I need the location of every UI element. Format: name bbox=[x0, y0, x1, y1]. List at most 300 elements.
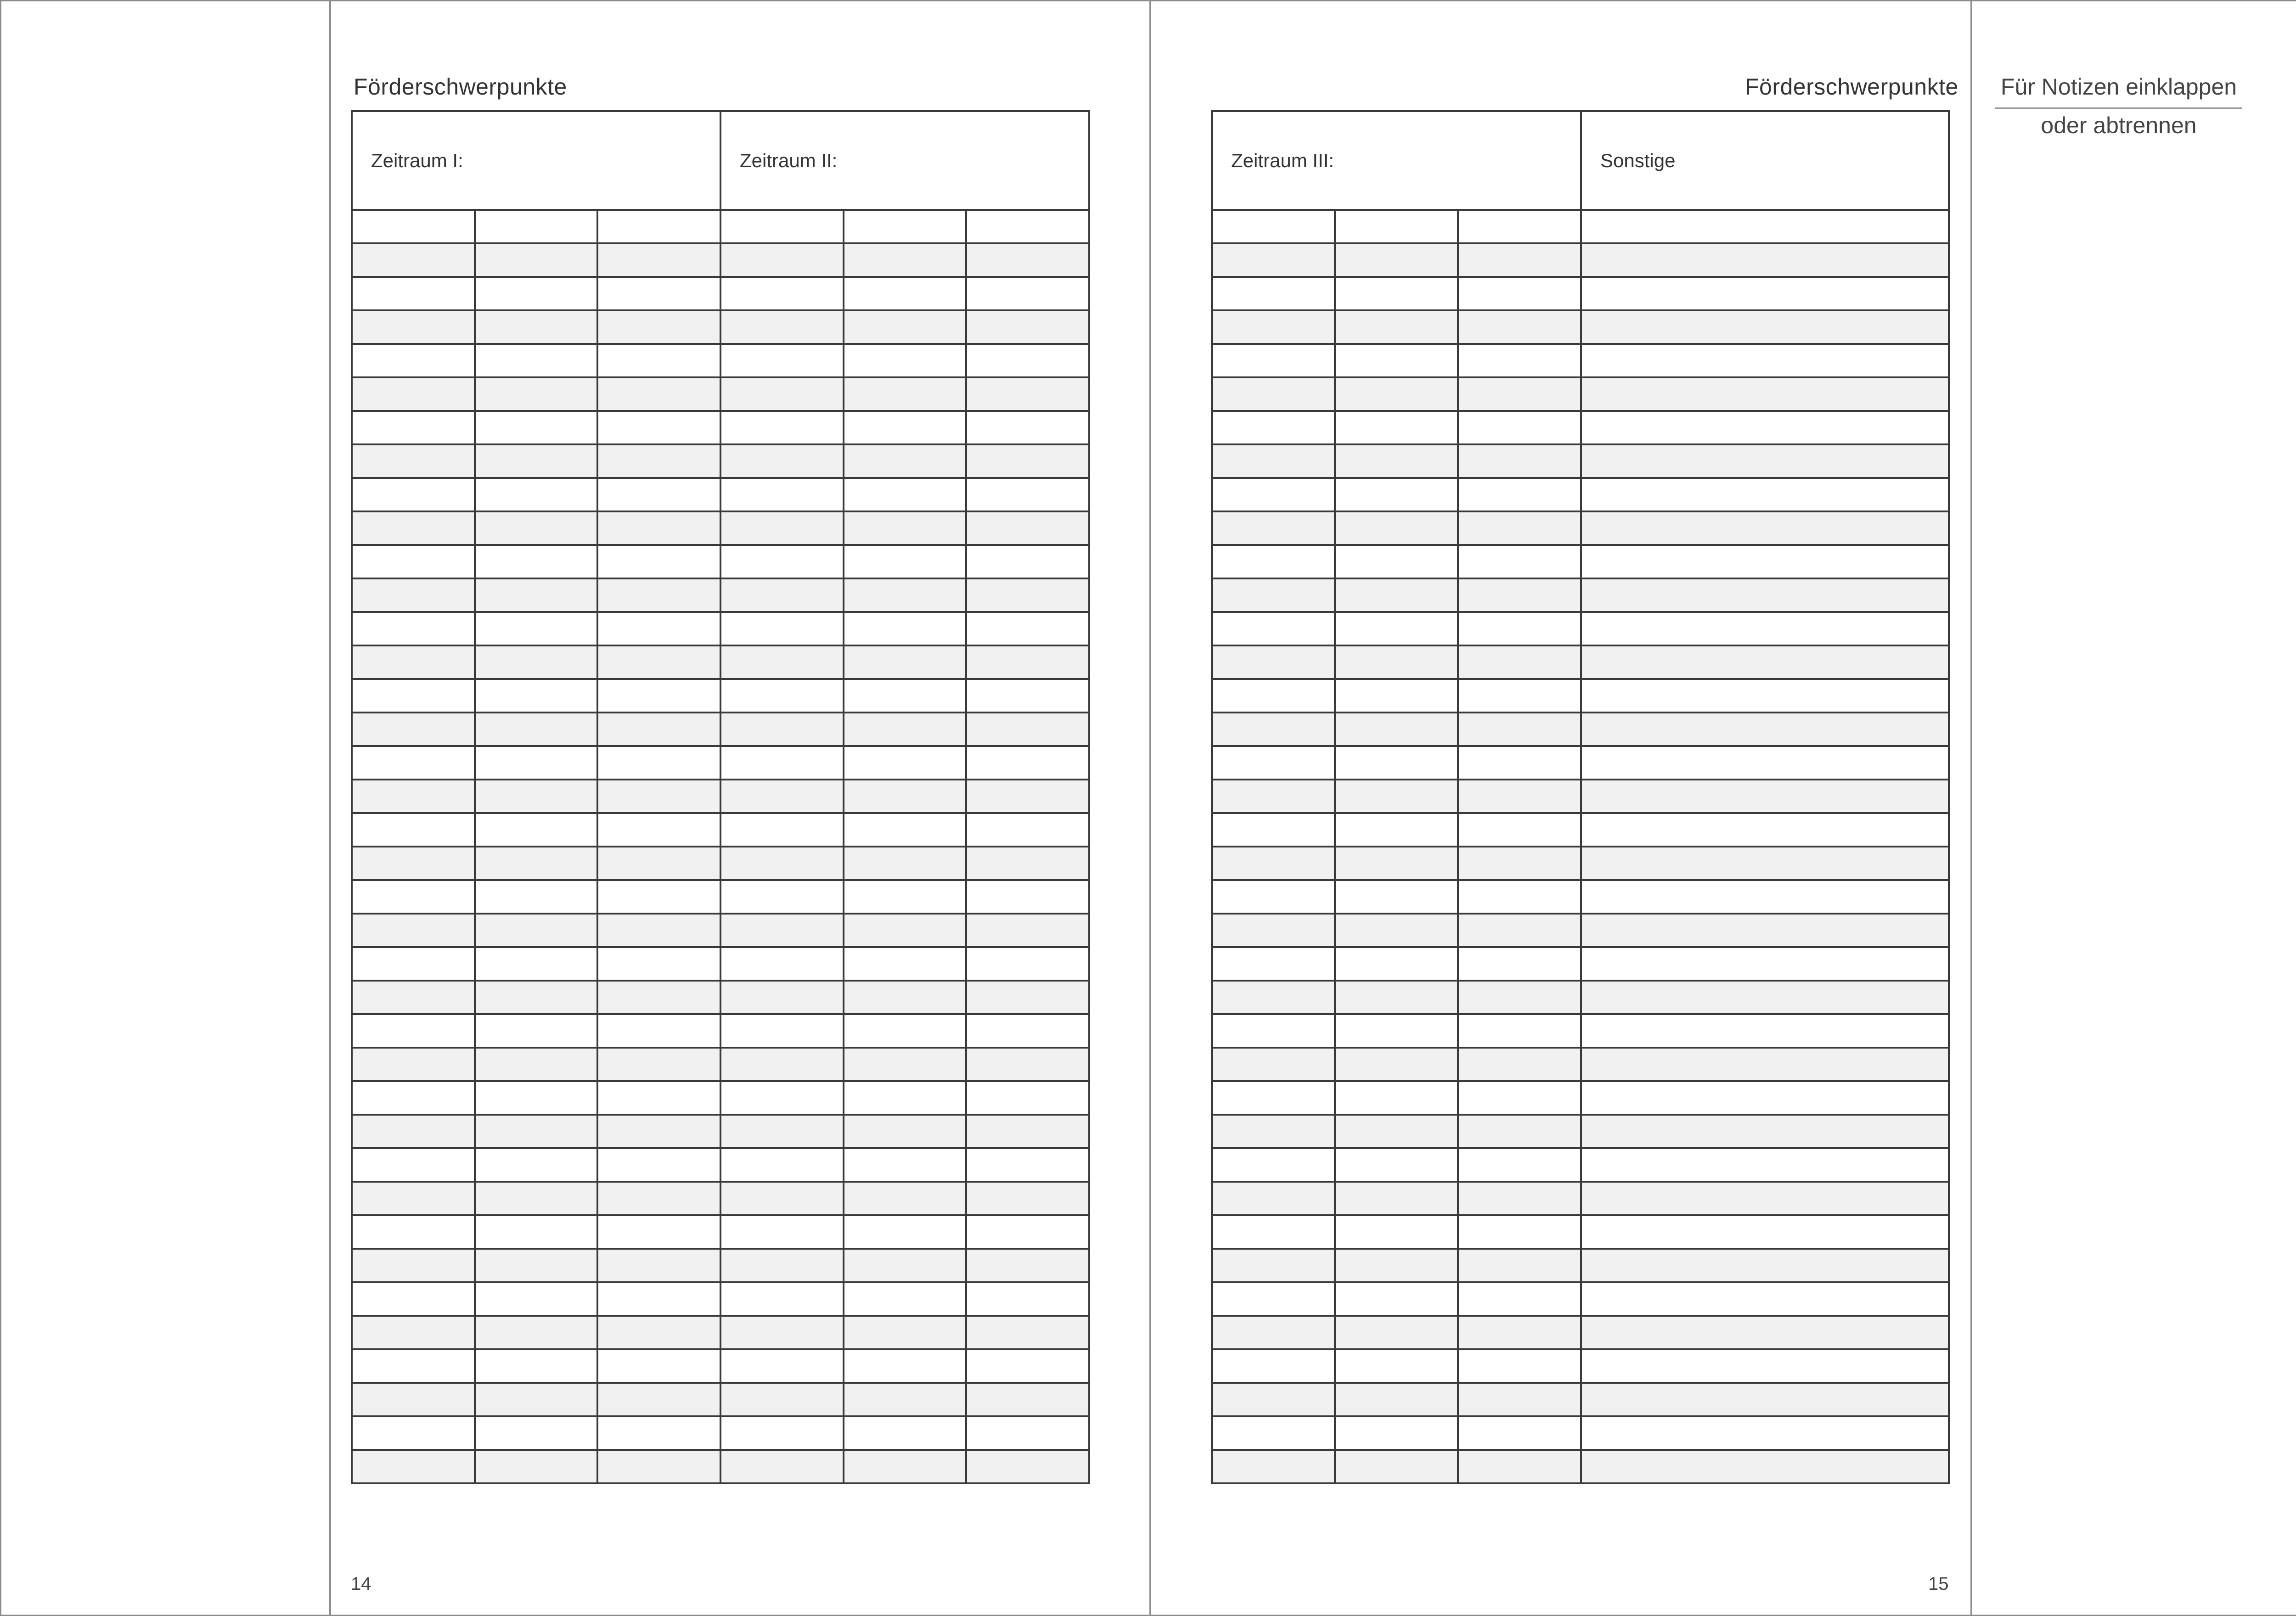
table-cell[interactable] bbox=[597, 1416, 720, 1450]
table-cell[interactable] bbox=[1458, 545, 1581, 578]
table-cell[interactable] bbox=[1581, 1282, 1949, 1316]
table-cell[interactable] bbox=[720, 578, 844, 612]
table-cell[interactable] bbox=[352, 1014, 475, 1048]
table-cell[interactable] bbox=[720, 411, 844, 444]
table-cell[interactable] bbox=[1581, 713, 1949, 746]
table-cell[interactable] bbox=[1581, 981, 1949, 1014]
table-cell[interactable] bbox=[1458, 713, 1581, 746]
table-cell[interactable] bbox=[475, 1014, 598, 1048]
table-cell[interactable] bbox=[352, 478, 475, 511]
table-cell[interactable] bbox=[720, 847, 844, 880]
table-cell[interactable] bbox=[597, 880, 720, 914]
table-cell[interactable] bbox=[1212, 444, 1335, 478]
table-cell[interactable] bbox=[1335, 511, 1458, 545]
table-cell[interactable] bbox=[475, 1383, 598, 1416]
table-cell[interactable] bbox=[597, 1215, 720, 1249]
table-cell[interactable] bbox=[1335, 411, 1458, 444]
table-cell[interactable] bbox=[1212, 578, 1335, 612]
table-cell[interactable] bbox=[1335, 746, 1458, 780]
table-cell[interactable] bbox=[966, 679, 1089, 713]
table-cell[interactable] bbox=[966, 645, 1089, 679]
table-cell[interactable] bbox=[352, 1081, 475, 1115]
table-cell[interactable] bbox=[1581, 1416, 1949, 1450]
table-cell[interactable] bbox=[1581, 578, 1949, 612]
table-cell[interactable] bbox=[844, 1282, 967, 1316]
table-cell[interactable] bbox=[1335, 210, 1458, 243]
table-cell[interactable] bbox=[1212, 1249, 1335, 1282]
table-cell[interactable] bbox=[1581, 847, 1949, 880]
table-cell[interactable] bbox=[1581, 1081, 1949, 1115]
table-cell[interactable] bbox=[1212, 1048, 1335, 1081]
table-cell[interactable] bbox=[966, 813, 1089, 847]
table-cell[interactable] bbox=[720, 1316, 844, 1349]
table-cell[interactable] bbox=[966, 578, 1089, 612]
table-cell[interactable] bbox=[720, 813, 844, 847]
table-cell[interactable] bbox=[475, 780, 598, 813]
table-cell[interactable] bbox=[1458, 1416, 1581, 1450]
table-cell[interactable] bbox=[597, 612, 720, 645]
table-cell[interactable] bbox=[597, 780, 720, 813]
table-cell[interactable] bbox=[352, 645, 475, 679]
table-cell[interactable] bbox=[597, 578, 720, 612]
table-cell[interactable] bbox=[475, 645, 598, 679]
table-cell[interactable] bbox=[1458, 411, 1581, 444]
table-cell[interactable] bbox=[966, 344, 1089, 377]
table-cell[interactable] bbox=[597, 1282, 720, 1316]
table-cell[interactable] bbox=[352, 780, 475, 813]
table-cell[interactable] bbox=[720, 444, 844, 478]
table-cell[interactable] bbox=[597, 1148, 720, 1182]
table-cell[interactable] bbox=[720, 277, 844, 310]
table-cell[interactable] bbox=[1335, 1316, 1458, 1349]
table-cell[interactable] bbox=[352, 1282, 475, 1316]
table-cell[interactable] bbox=[597, 645, 720, 679]
table-cell[interactable] bbox=[352, 444, 475, 478]
table-cell[interactable] bbox=[844, 813, 967, 847]
table-cell[interactable] bbox=[352, 1450, 475, 1483]
table-cell[interactable] bbox=[1581, 645, 1949, 679]
table-cell[interactable] bbox=[966, 1115, 1089, 1148]
table-cell[interactable] bbox=[1581, 1249, 1949, 1282]
table-cell[interactable] bbox=[1581, 914, 1949, 947]
table-cell[interactable] bbox=[1212, 1349, 1335, 1383]
table-cell[interactable] bbox=[844, 679, 967, 713]
table-cell[interactable] bbox=[475, 545, 598, 578]
table-cell[interactable] bbox=[597, 478, 720, 511]
table-cell[interactable] bbox=[352, 210, 475, 243]
table-cell[interactable] bbox=[1212, 880, 1335, 914]
table-cell[interactable] bbox=[1581, 947, 1949, 981]
table-cell[interactable] bbox=[844, 947, 967, 981]
table-cell[interactable] bbox=[597, 1450, 720, 1483]
table-cell[interactable] bbox=[966, 947, 1089, 981]
table-cell[interactable] bbox=[720, 545, 844, 578]
table-cell[interactable] bbox=[720, 1182, 844, 1215]
table-cell[interactable] bbox=[1581, 1115, 1949, 1148]
table-cell[interactable] bbox=[1335, 1282, 1458, 1316]
table-cell[interactable] bbox=[1212, 1316, 1335, 1349]
table-cell[interactable] bbox=[352, 578, 475, 612]
table-cell[interactable] bbox=[1458, 1081, 1581, 1115]
table-cell[interactable] bbox=[844, 1215, 967, 1249]
table-cell[interactable] bbox=[844, 847, 967, 880]
table-cell[interactable] bbox=[1581, 813, 1949, 847]
table-cell[interactable] bbox=[966, 981, 1089, 1014]
table-cell[interactable] bbox=[720, 679, 844, 713]
table-cell[interactable] bbox=[1335, 947, 1458, 981]
table-cell[interactable] bbox=[597, 1249, 720, 1282]
table-cell[interactable] bbox=[1212, 1148, 1335, 1182]
table-cell[interactable] bbox=[352, 1316, 475, 1349]
table-cell[interactable] bbox=[1581, 310, 1949, 344]
table-cell[interactable] bbox=[1335, 344, 1458, 377]
table-cell[interactable] bbox=[475, 1215, 598, 1249]
table-cell[interactable] bbox=[1212, 1215, 1335, 1249]
table-cell[interactable] bbox=[1335, 612, 1458, 645]
table-cell[interactable] bbox=[844, 1148, 967, 1182]
table-cell[interactable] bbox=[720, 981, 844, 1014]
table-cell[interactable] bbox=[720, 478, 844, 511]
table-cell[interactable] bbox=[844, 277, 967, 310]
table-cell[interactable] bbox=[1458, 210, 1581, 243]
table-cell[interactable] bbox=[1458, 1316, 1581, 1349]
table-cell[interactable] bbox=[966, 746, 1089, 780]
table-cell[interactable] bbox=[720, 1282, 844, 1316]
table-cell[interactable] bbox=[1458, 1014, 1581, 1048]
table-cell[interactable] bbox=[1458, 914, 1581, 947]
table-cell[interactable] bbox=[844, 210, 967, 243]
table-cell[interactable] bbox=[720, 511, 844, 545]
table-cell[interactable] bbox=[720, 243, 844, 277]
table-cell[interactable] bbox=[1458, 243, 1581, 277]
table-cell[interactable] bbox=[1458, 612, 1581, 645]
table-cell[interactable] bbox=[966, 310, 1089, 344]
table-cell[interactable] bbox=[1458, 981, 1581, 1014]
table-cell[interactable] bbox=[1581, 344, 1949, 377]
table-cell[interactable] bbox=[966, 612, 1089, 645]
table-cell[interactable] bbox=[352, 746, 475, 780]
table-cell[interactable] bbox=[475, 880, 598, 914]
table-cell[interactable] bbox=[1458, 578, 1581, 612]
table-cell[interactable] bbox=[352, 981, 475, 1014]
table-cell[interactable] bbox=[597, 444, 720, 478]
table-cell[interactable] bbox=[1335, 1182, 1458, 1215]
table-cell[interactable] bbox=[1581, 1048, 1949, 1081]
table-cell[interactable] bbox=[1212, 1115, 1335, 1148]
table-cell[interactable] bbox=[1458, 645, 1581, 679]
table-cell[interactable] bbox=[1581, 1215, 1949, 1249]
table-cell[interactable] bbox=[966, 545, 1089, 578]
table-cell[interactable] bbox=[1212, 1416, 1335, 1450]
table-cell[interactable] bbox=[597, 243, 720, 277]
table-cell[interactable] bbox=[844, 511, 967, 545]
table-cell[interactable] bbox=[352, 1416, 475, 1450]
table-cell[interactable] bbox=[1212, 511, 1335, 545]
table-cell[interactable] bbox=[720, 914, 844, 947]
table-cell[interactable] bbox=[1212, 377, 1335, 411]
table-cell[interactable] bbox=[475, 679, 598, 713]
table-cell[interactable] bbox=[1335, 981, 1458, 1014]
table-cell[interactable] bbox=[1335, 1048, 1458, 1081]
table-cell[interactable] bbox=[966, 411, 1089, 444]
table-cell[interactable] bbox=[1212, 243, 1335, 277]
table-cell[interactable] bbox=[720, 1249, 844, 1282]
table-cell[interactable] bbox=[597, 847, 720, 880]
table-cell[interactable] bbox=[475, 444, 598, 478]
table-cell[interactable] bbox=[844, 1081, 967, 1115]
table-cell[interactable] bbox=[597, 310, 720, 344]
table-cell[interactable] bbox=[844, 746, 967, 780]
table-cell[interactable] bbox=[966, 243, 1089, 277]
table-cell[interactable] bbox=[720, 1215, 844, 1249]
table-cell[interactable] bbox=[844, 1182, 967, 1215]
table-cell[interactable] bbox=[1458, 847, 1581, 880]
left-header-cell-1[interactable] bbox=[352, 111, 720, 210]
table-cell[interactable] bbox=[1335, 545, 1458, 578]
table-cell[interactable] bbox=[597, 1349, 720, 1383]
table-cell[interactable] bbox=[597, 210, 720, 243]
table-cell[interactable] bbox=[1458, 310, 1581, 344]
table-cell[interactable] bbox=[352, 545, 475, 578]
table-cell[interactable] bbox=[597, 1115, 720, 1148]
table-cell[interactable] bbox=[1335, 914, 1458, 947]
table-cell[interactable] bbox=[597, 981, 720, 1014]
table-cell[interactable] bbox=[966, 511, 1089, 545]
table-cell[interactable] bbox=[597, 545, 720, 578]
table-cell[interactable] bbox=[1212, 746, 1335, 780]
table-cell[interactable] bbox=[475, 1316, 598, 1349]
table-cell[interactable] bbox=[844, 344, 967, 377]
table-cell[interactable] bbox=[1212, 1383, 1335, 1416]
table-cell[interactable] bbox=[1212, 1282, 1335, 1316]
table-cell[interactable] bbox=[352, 914, 475, 947]
table-cell[interactable] bbox=[1335, 478, 1458, 511]
table-cell[interactable] bbox=[1458, 780, 1581, 813]
table-cell[interactable] bbox=[1581, 746, 1949, 780]
table-cell[interactable] bbox=[1581, 880, 1949, 914]
table-cell[interactable] bbox=[597, 1316, 720, 1349]
table-cell[interactable] bbox=[844, 880, 967, 914]
table-cell[interactable] bbox=[966, 277, 1089, 310]
table-cell[interactable] bbox=[1212, 947, 1335, 981]
table-cell[interactable] bbox=[352, 612, 475, 645]
left-header-cell-2[interactable] bbox=[720, 111, 1089, 210]
table-cell[interactable] bbox=[597, 1048, 720, 1081]
table-cell[interactable] bbox=[597, 377, 720, 411]
table-cell[interactable] bbox=[597, 1182, 720, 1215]
table-cell[interactable] bbox=[1212, 780, 1335, 813]
table-cell[interactable] bbox=[475, 511, 598, 545]
table-cell[interactable] bbox=[475, 981, 598, 1014]
table-cell[interactable] bbox=[1581, 1450, 1949, 1483]
table-cell[interactable] bbox=[720, 210, 844, 243]
table-cell[interactable] bbox=[1458, 947, 1581, 981]
table-cell[interactable] bbox=[1335, 243, 1458, 277]
table-cell[interactable] bbox=[1335, 1148, 1458, 1182]
table-cell[interactable] bbox=[720, 1148, 844, 1182]
table-cell[interactable] bbox=[1458, 746, 1581, 780]
table-cell[interactable] bbox=[475, 478, 598, 511]
table-cell[interactable] bbox=[1335, 1081, 1458, 1115]
table-cell[interactable] bbox=[720, 1115, 844, 1148]
table-cell[interactable] bbox=[475, 411, 598, 444]
table-cell[interactable] bbox=[1212, 210, 1335, 243]
table-cell[interactable] bbox=[1212, 612, 1335, 645]
table-cell[interactable] bbox=[720, 1349, 844, 1383]
table-cell[interactable] bbox=[475, 210, 598, 243]
table-cell[interactable] bbox=[597, 746, 720, 780]
table-cell[interactable] bbox=[352, 947, 475, 981]
table-cell[interactable] bbox=[966, 1215, 1089, 1249]
table-cell[interactable] bbox=[844, 645, 967, 679]
table-cell[interactable] bbox=[966, 1014, 1089, 1048]
table-cell[interactable] bbox=[1335, 780, 1458, 813]
table-cell[interactable] bbox=[597, 813, 720, 847]
table-cell[interactable] bbox=[475, 1182, 598, 1215]
table-cell[interactable] bbox=[966, 478, 1089, 511]
table-cell[interactable] bbox=[966, 780, 1089, 813]
table-cell[interactable] bbox=[352, 713, 475, 746]
table-cell[interactable] bbox=[1212, 277, 1335, 310]
table-cell[interactable] bbox=[1335, 1450, 1458, 1483]
table-cell[interactable] bbox=[475, 344, 598, 377]
table-cell[interactable] bbox=[1458, 444, 1581, 478]
table-cell[interactable] bbox=[1458, 1349, 1581, 1383]
table-cell[interactable] bbox=[475, 1148, 598, 1182]
table-cell[interactable] bbox=[1335, 1115, 1458, 1148]
table-cell[interactable] bbox=[352, 1383, 475, 1416]
table-cell[interactable] bbox=[1458, 1148, 1581, 1182]
table-cell[interactable] bbox=[966, 1416, 1089, 1450]
table-cell[interactable] bbox=[720, 713, 844, 746]
table-cell[interactable] bbox=[966, 1383, 1089, 1416]
table-cell[interactable] bbox=[475, 277, 598, 310]
table-cell[interactable] bbox=[844, 612, 967, 645]
table-cell[interactable] bbox=[352, 1215, 475, 1249]
table-cell[interactable] bbox=[1212, 645, 1335, 679]
table-cell[interactable] bbox=[1458, 813, 1581, 847]
table-cell[interactable] bbox=[844, 1048, 967, 1081]
table-cell[interactable] bbox=[1335, 1249, 1458, 1282]
table-cell[interactable] bbox=[1458, 1450, 1581, 1483]
table-cell[interactable] bbox=[352, 277, 475, 310]
table-cell[interactable] bbox=[1581, 1014, 1949, 1048]
table-cell[interactable] bbox=[475, 746, 598, 780]
table-cell[interactable] bbox=[720, 880, 844, 914]
table-cell[interactable] bbox=[844, 243, 967, 277]
table-cell[interactable] bbox=[597, 1014, 720, 1048]
table-cell[interactable] bbox=[1212, 478, 1335, 511]
table-cell[interactable] bbox=[844, 1383, 967, 1416]
table-cell[interactable] bbox=[1458, 880, 1581, 914]
table-cell[interactable] bbox=[720, 1450, 844, 1483]
table-cell[interactable] bbox=[844, 981, 967, 1014]
table-cell[interactable] bbox=[352, 1115, 475, 1148]
table-cell[interactable] bbox=[1581, 511, 1949, 545]
table-cell[interactable] bbox=[352, 310, 475, 344]
table-cell[interactable] bbox=[1212, 813, 1335, 847]
right-header-cell-1[interactable] bbox=[1212, 111, 1581, 210]
table-cell[interactable] bbox=[1581, 1349, 1949, 1383]
table-cell[interactable] bbox=[1581, 545, 1949, 578]
table-cell[interactable] bbox=[720, 1048, 844, 1081]
table-cell[interactable] bbox=[720, 377, 844, 411]
table-cell[interactable] bbox=[475, 243, 598, 277]
table-cell[interactable] bbox=[1458, 344, 1581, 377]
table-cell[interactable] bbox=[966, 847, 1089, 880]
table-cell[interactable] bbox=[597, 1081, 720, 1115]
table-cell[interactable] bbox=[475, 377, 598, 411]
table-cell[interactable] bbox=[1335, 1215, 1458, 1249]
table-cell[interactable] bbox=[1335, 679, 1458, 713]
table-cell[interactable] bbox=[1335, 645, 1458, 679]
table-cell[interactable] bbox=[1581, 243, 1949, 277]
table-cell[interactable] bbox=[1581, 1148, 1949, 1182]
table-cell[interactable] bbox=[1212, 411, 1335, 444]
table-cell[interactable] bbox=[1581, 1383, 1949, 1416]
table-cell[interactable] bbox=[1581, 277, 1949, 310]
table-cell[interactable] bbox=[475, 947, 598, 981]
table-cell[interactable] bbox=[1335, 578, 1458, 612]
right-header-cell-2[interactable] bbox=[1581, 111, 1949, 210]
table-cell[interactable] bbox=[966, 1249, 1089, 1282]
table-cell[interactable] bbox=[844, 1349, 967, 1383]
table-cell[interactable] bbox=[597, 713, 720, 746]
table-cell[interactable] bbox=[1212, 914, 1335, 947]
table-cell[interactable] bbox=[352, 243, 475, 277]
table-cell[interactable] bbox=[720, 1014, 844, 1048]
table-cell[interactable] bbox=[720, 746, 844, 780]
table-cell[interactable] bbox=[966, 713, 1089, 746]
table-cell[interactable] bbox=[1581, 444, 1949, 478]
table-cell[interactable] bbox=[475, 612, 598, 645]
table-cell[interactable] bbox=[1581, 210, 1949, 243]
table-cell[interactable] bbox=[352, 1048, 475, 1081]
table-cell[interactable] bbox=[1212, 1081, 1335, 1115]
table-cell[interactable] bbox=[475, 578, 598, 612]
table-cell[interactable] bbox=[1458, 478, 1581, 511]
table-cell[interactable] bbox=[352, 847, 475, 880]
table-cell[interactable] bbox=[475, 1249, 598, 1282]
table-cell[interactable] bbox=[720, 310, 844, 344]
table-cell[interactable] bbox=[844, 1014, 967, 1048]
table-cell[interactable] bbox=[475, 1450, 598, 1483]
table-cell[interactable] bbox=[1335, 1383, 1458, 1416]
table-cell[interactable] bbox=[1212, 679, 1335, 713]
table-cell[interactable] bbox=[966, 377, 1089, 411]
table-cell[interactable] bbox=[352, 377, 475, 411]
table-cell[interactable] bbox=[844, 545, 967, 578]
table-cell[interactable] bbox=[966, 914, 1089, 947]
table-cell[interactable] bbox=[720, 947, 844, 981]
table-cell[interactable] bbox=[1581, 411, 1949, 444]
table-cell[interactable] bbox=[352, 880, 475, 914]
table-cell[interactable] bbox=[966, 1048, 1089, 1081]
table-cell[interactable] bbox=[844, 1249, 967, 1282]
table-cell[interactable] bbox=[1212, 1182, 1335, 1215]
table-cell[interactable] bbox=[352, 1148, 475, 1182]
table-cell[interactable] bbox=[720, 1081, 844, 1115]
table-cell[interactable] bbox=[1581, 1316, 1949, 1349]
table-cell[interactable] bbox=[844, 310, 967, 344]
table-cell[interactable] bbox=[597, 947, 720, 981]
table-cell[interactable] bbox=[720, 344, 844, 377]
table-cell[interactable] bbox=[352, 813, 475, 847]
table-cell[interactable] bbox=[597, 511, 720, 545]
table-cell[interactable] bbox=[352, 344, 475, 377]
table-cell[interactable] bbox=[1212, 847, 1335, 880]
table-cell[interactable] bbox=[1212, 981, 1335, 1014]
